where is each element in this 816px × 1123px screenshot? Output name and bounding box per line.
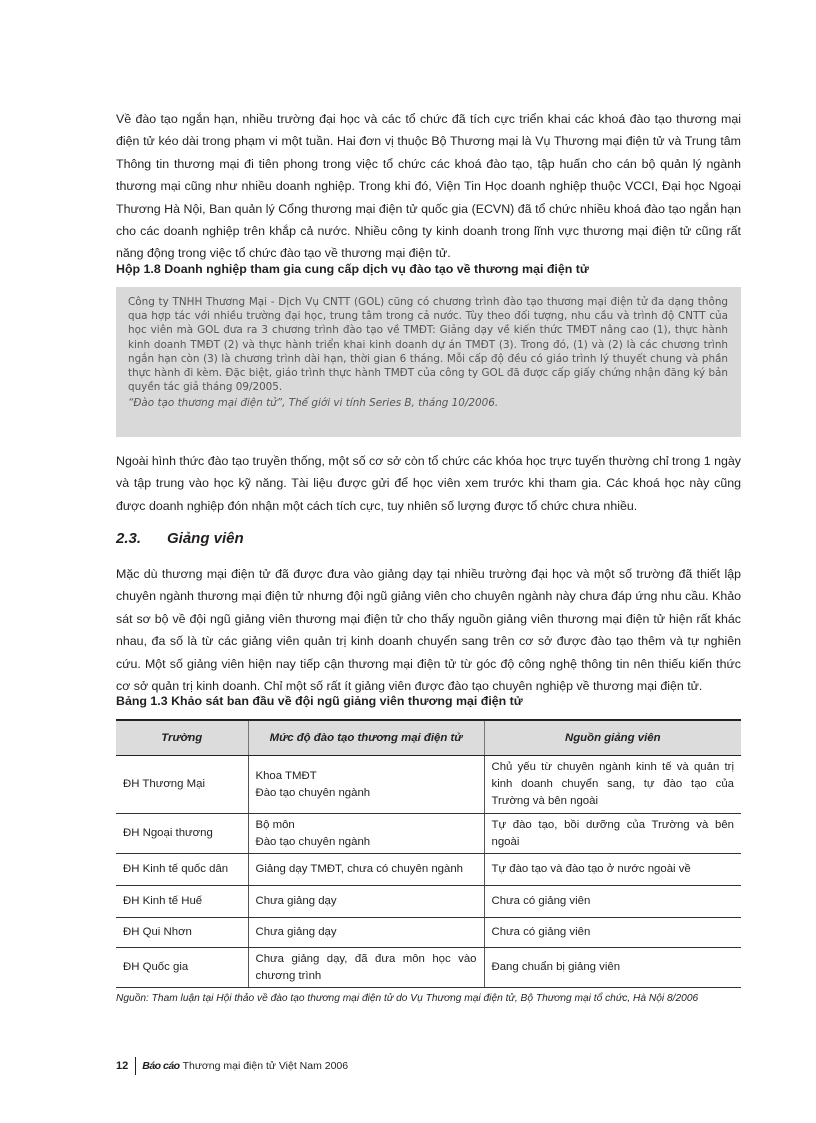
table-row (116, 814, 741, 854)
cell-school: ĐH Thương Mại (116, 756, 248, 814)
table-row (116, 854, 741, 886)
section-number: 2.3. (116, 530, 142, 547)
cell-source: Chưa có giảng viên (484, 886, 741, 918)
level-line: Chưa giảng dạy (255, 895, 337, 907)
cell-source: Chủ yếu từ chuyên ngành kinh tế và quản trị kinh doanh chuyển sang, tự đào tạo của Trường và bên ngoài (484, 756, 741, 814)
cell-level (248, 756, 484, 814)
table-row (116, 756, 741, 814)
level-line: Khoa TMĐT (255, 769, 317, 782)
box-title: Hộp 1.8 Doanh nghiệp tham gia cung cấp dịch vụ đào tạo về thương mại điện tử (116, 262, 589, 276)
table-row (116, 948, 741, 988)
cell-source: Tự đào tạo và đào tạo ở nước ngoài về (484, 854, 741, 886)
footer-divider (135, 1057, 136, 1075)
section-title: Giảng viên (167, 530, 244, 547)
level-line: Đào tạo chuyên ngành (255, 835, 371, 848)
table-row (116, 886, 741, 918)
box-body: Công ty TNHH Thương Mại - Dịch Vụ CNTT (GOL) cũng có chương trình đào tạo thương mại điện tử đa dạng thông qua hợp tác với nhiều trường đại học, trung tâm trong cả nước. Tùy theo đối tượng, nhu cầu và trình độ CNTT của học viên mà GOL đưa ra 3 chương trình đào tạo về TMĐT: Giảng dạy về kiến thức TMĐT nâng cao (1), thực hành kinh doanh TMĐT (2) và thực hành triển khai kinh doanh dự án TMĐT (3). Trong đó, (1) và (2) là các chương trình ngắn hạn còn (3) là chương trình dài hạn, thời gian 6 tháng. Mỗi cấp độ đều có giáo trình lý thuyết chung và phần thực hành đi kèm. Đặc biệt, giáo trình thực hành TMĐT của công ty GOL đã được cấp giấy chứng nhận đăng ký bản quyền tác giả tháng 09/2005. (128, 296, 728, 394)
section-heading (116, 530, 244, 547)
cell-school: ĐH Quốc gia (116, 948, 248, 988)
cell-school: ĐH Ngoại thương (116, 814, 248, 854)
cell-level (248, 948, 484, 988)
footer-title: Thương mại điện tử Việt Nam 2006 (182, 1060, 349, 1072)
cell-source: Đang chuẩn bị giảng viên (484, 948, 741, 988)
cell-source: Chưa có giảng viên (484, 918, 741, 948)
header-level: Mức độ đào tạo thương mại điện tử (248, 720, 484, 756)
header-source: Nguồn giảng viên (484, 720, 741, 756)
level-line: Bộ môn (255, 818, 295, 831)
cell-level (248, 886, 484, 918)
paragraph-online-courses: Ngoài hình thức đào tạo truyền thống, một số cơ sở còn tổ chức các khóa học trực tuyến thường chỉ trong 1 ngày và tập trung vào học kỹ năng. Tài liệu được gửi để học viên xem trước khi tham gia. Các khoá học này cũng được doanh nghiệp đón nhận một cách tích cực, tuy nhiên số lượng được tổ chức chưa nhiều. (116, 454, 741, 513)
paragraph-lecturers: Mặc dù thương mại điện tử đã được đưa vào giảng dạy tại nhiều trường đại học và một số trường đã thiết lập chuyên ngành thương mại điện tử nhưng đội ngũ giảng viên cho chuyên ngành này chưa đáp ứng nhu cầu. Khảo sát sơ bộ về đội ngũ giảng viên thương mại điện tử cho thấy nguồn giảng viên thương mại điện tử hiện rất khác nhau, đa số là từ các giảng viên quản trị kinh doanh chuyển sang trên cơ sở được đào tạo thêm và tự nghiên cứu. Một số giảng viên hiện nay tiếp cận thương mại điện tử từ góc độ công nghệ thông tin nên thiếu kiến thức cơ sở quản trị kinh doanh. Chỉ một số rất ít giảng viên được đào tạo chuyên nghiệp về thương mại điện tử. (116, 567, 741, 694)
cell-level (248, 918, 484, 948)
cell-school: ĐH Kinh tế quốc dân (116, 854, 248, 886)
source-note: Nguồn: Tham luận tại Hội thảo về đào tạo thương mại điện tử do Vụ Thương mại điện tử, Bộ Thương mại tổ chức, Hà Nội 8/2006 (116, 993, 699, 1004)
table-header-row (116, 720, 741, 756)
intro-paragraph: Về đào tạo ngắn hạn, nhiều trường đại học và các tổ chức đã tích cực triển khai các khoá đào tạo thương mại điện tử kéo dài trong phạm vi một tuần. Hai đơn vị thuộc Bộ Thương mại là Vụ Thương mại điện tử và Trung tâm Thông tin thương mại đi tiên phong trong việc tổ chức các khoá đào tạo, tập huấn cho cán bộ quản lý ngành thương mại cũng như nhiều doanh nghiệp. Trong khi đó, Viện Tin Học doanh nghiệp thuộc VCCI, Đại học Ngoại Thương Hà Nội, Ban quản lý Cổng thương mại điện tử quốc gia (ECVN) đã tổ chức nhiều khoá đào tạo ngắn hạn cho các doanh nghiệp trên khắp cả nước. Nhiều công ty kinh doanh trong lĩnh vực thương mại điện tử cũng rất năng động trong việc tổ chức đào tạo về thương mại điện tử. (116, 112, 741, 261)
cell-level (248, 814, 484, 854)
cell-level (248, 854, 484, 886)
table-row (116, 918, 741, 948)
header-school: Trường (116, 720, 248, 756)
cell-source: Tự đào tạo, bồi dưỡng của Trường và bên ngoài (484, 814, 741, 854)
level-line: Chưa giảng dạy, đã đưa môn học vào chương trình (255, 952, 477, 982)
cell-school: ĐH Kinh tế Huế (116, 886, 248, 918)
cell-school: ĐH Qui Nhơn (116, 918, 248, 948)
page-number: 12 (116, 1060, 129, 1072)
level-line: Giảng dạy TMĐT, chưa có chuyên ngành (255, 863, 463, 875)
level-line: Chưa giảng dạy (255, 926, 337, 938)
level-line: Đào tạo chuyên ngành (255, 786, 371, 799)
lecturer-survey-table (116, 719, 741, 988)
footer-brand: Báo cáo (142, 1060, 180, 1072)
box-citation: “Đào tạo thương mại điện tử”, Thế giới vi tính Series B, tháng 10/2006. (128, 397, 499, 410)
table-title: Bảng 1.3 Khảo sát ban đầu về đội ngũ giảng viên thương mại điện tử (116, 694, 523, 708)
info-box (116, 287, 741, 437)
page-footer (116, 1057, 348, 1075)
